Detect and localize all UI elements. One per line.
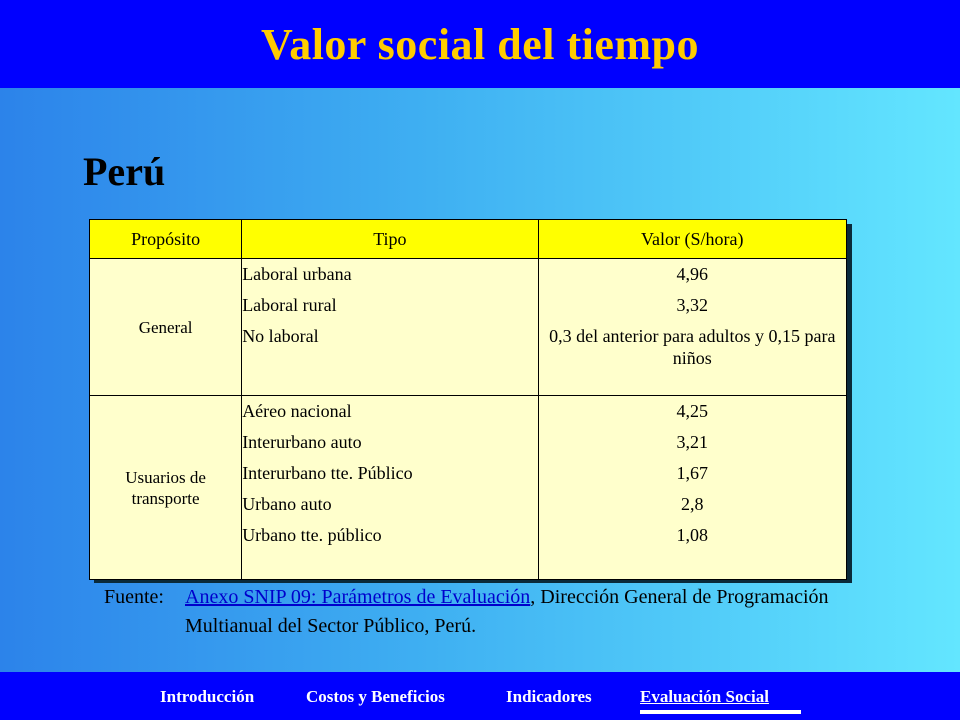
footer-nav-bar [0,672,960,720]
type-cell [242,396,538,580]
value-item: 1,67 [676,463,709,483]
type-cell [242,259,538,396]
header-tipo: Tipo [242,220,538,259]
header-proposito: Propósito [90,220,242,259]
purpose-cell: Usuarios de transporte [90,396,242,580]
type-item: No laboral [242,326,319,346]
type-item: Urbano auto [242,494,332,514]
slide-title: Valor social del tiempo [260,19,700,69]
nav-introduccion[interactable]: Introducción [160,687,255,706]
nav-costos-beneficios[interactable]: Costos y Beneficios [306,687,445,706]
active-nav-indicator [640,710,801,714]
country-heading: Perú [83,149,166,194]
type-item: Interurbano auto [242,432,362,452]
source-rest: , Dirección General de Programación Multianual del Sector Público, Perú. [185,586,829,637]
value-item: 3,32 [676,295,709,315]
type-item: Aéreo nacional [242,401,352,421]
source-link[interactable]: Anexo SNIP 09: Parámetros de Evaluación [185,586,531,608]
table-header-row [90,220,847,259]
value-cell [538,396,846,580]
table-row [90,259,847,396]
value-item: 2,8 [681,494,704,514]
purpose-cell: General [90,259,242,396]
value-cell [538,259,846,396]
table-row [90,396,847,580]
type-item: Laboral rural [242,295,337,315]
source-note [104,583,864,641]
type-item: Urbano tte. público [242,525,382,545]
nav-indicadores[interactable]: Indicadores [506,687,592,706]
type-item: Interurbano tte. Público [242,463,413,483]
title-bar [0,0,960,88]
table-container [89,219,847,578]
source-text [185,583,864,641]
value-item: 0,3 del anterior para adultos y 0,15 para niños [549,326,836,368]
nav-evaluacion-social[interactable]: Evaluación Social [640,687,769,706]
value-item: 4,96 [676,264,709,284]
header-valor: Valor (S/hora) [538,220,846,259]
type-item: Laboral urbana [242,264,352,284]
source-label: Fuente: [104,586,164,608]
value-item: 1,08 [676,525,709,545]
value-item: 4,25 [676,401,709,421]
time-value-table [89,219,847,580]
value-item: 3,21 [676,432,709,452]
